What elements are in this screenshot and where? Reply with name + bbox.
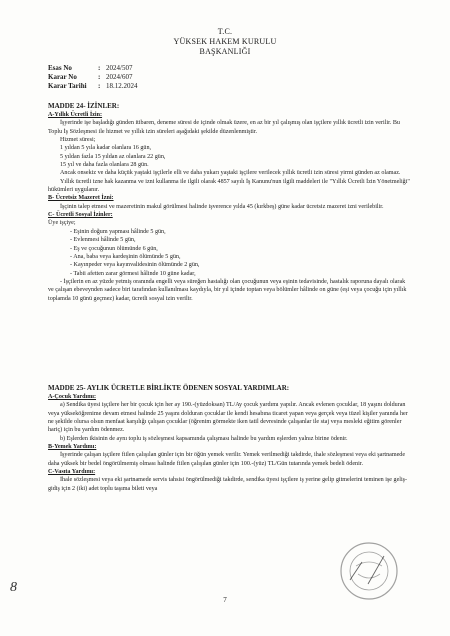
social-leave-heading: C- Ücretli Sosyal İzinler:	[48, 212, 113, 219]
child-aid-heading: A-Çocuk Yardımı:	[48, 394, 97, 400]
list-item: - Ana, baba veya kardeşinin ölümünde 5 gün,	[70, 253, 181, 260]
meta-value: 2024/507	[106, 64, 133, 72]
meta-key: Karar Tarihi	[48, 82, 87, 90]
list-item: - Eşinin doğum yapması hâlinde 5 gün,	[70, 228, 166, 235]
paragraph: İşyerinde çalışan işçilere fiilen çalışılan günler için bir öğün yemek verilir. Yemek verilmediği takdirde, ihale sözleşmesi veya eki şartnamede daha yüksek bir bedel öngörülmemiş olması halinde fiilen çalışılan günler için 100.-(yüz) TL/Gün tutarında yemek bedeli ödenir.	[48, 452, 406, 467]
meta-row: Karar Tarihi : 18.12.2024	[48, 82, 138, 90]
paragraph: b) Eşlerden ikisinin de aynı toplu iş sözleşmesi kapsamında çalışması halinde bu yardım eşlerden yalnız birine ödenir.	[60, 435, 348, 442]
header-institution: YÜKSEK HAKEM KURULU	[173, 37, 277, 46]
paragraph: Ancak onsekiz ve daha küçük yaştaki işçilerle elli ve daha yukarı yaştaki işçilere verilecek yıllık ücretli izin süresi yirmi günden az olamaz.	[60, 170, 401, 177]
article-24	[48, 102, 410, 303]
list-item: - İşçilerin en az yüzde yetmiş oranında engelli veya süreğen hastalığı olan çocuğunun veya eşinin tedavisinde, hastalık raporuna dayalı olarak ve çalışan ebeveynden sadece biri tarafından kullanılması kaydıyla, bir yıl içinde toptan veya bölümler hâlinde on güne (eşi veya çocuğu için yıllık toplamda 10 günü geçmez) kadar, ücretli sosyal izin verilir.	[48, 278, 407, 302]
transport-aid-heading: C-Vasıta Yardımı:	[48, 469, 96, 476]
meta-key: Esas No	[48, 64, 72, 72]
list-item: - Evlenmesi hâlinde 5 gün,	[70, 237, 136, 244]
list-item: - Eş ve çocuğunun ölümünde 6 gün,	[70, 245, 158, 252]
list-item: 5 yıldan fazla 15 yıldan az olanlara 22 gün,	[60, 153, 166, 160]
list-item: 15 yıl ve daha fazla olanlara 28 gün.	[60, 162, 149, 169]
header-tc: T.C.	[217, 27, 233, 36]
article-24-title: MADDE 24- İZİNLER:	[48, 102, 120, 110]
paragraph: Yıllık ücretli izne hak kazanma ve izni kullanma ile ilgili olarak 4857 sayılı İş Kanunu'nun ilgili maddeleri ile "Yıllık Ücretli İzin Yönetmeliği" hükümleri uygulanır.	[48, 178, 410, 194]
paragraph: İşyerinde işe başladığı günden itibaren, deneme süresi de içinde olmak üzere, en az bir yıl çalışmış olan işçilere yıllık ücretli izin verilir. Bu Toplu İş Sözleşmesi ile hizmet ve yıllık izin süreleri aşağıdaki şekilde düzenlenmiştir.	[48, 120, 400, 135]
meta-row: Esas No : 2024/507	[48, 64, 133, 72]
page-number: 7	[223, 596, 227, 604]
list-item: - Tabii afetten zarar görmesi hâlinde 10 güne kadar,	[70, 270, 196, 277]
unpaid-leave-heading: B- Ücretsiz Mazeret İzni:	[48, 195, 114, 202]
article-25	[48, 384, 410, 493]
list-item: 1 yıldan 5 yıla kadar olanlara 16 gün,	[60, 145, 152, 152]
paragraph: a) Sendika üyesi işçilere her bir çocuk için her ay 190.-(yüzdoksan) TL/Ay çocuk yardımı yapılır. Ancak evlenen çocuklar, 18 yaşını dolduran veya yükseköğrenime devam etmesi halinde 25 yaşını dolduran çocuklar ile kendi hesabına ticaret yapan veya gerçek veya tüzel kişiler yanında her ne şekilde olursa olsun menfaat karşılığı çalışan çocuklar (öğrenim görmekte iken tatil devresinde çalışanlar ile staj veya mesleki eğitim görenler hariç) için bu yardım ödenmez.	[48, 402, 408, 434]
paragraph: Hizmet süresi;	[60, 137, 96, 144]
meta-value: 18.12.2024	[106, 82, 138, 90]
paragraph: İhale sözleşmesi veya eki şartnamede servis tahsisi öngörülmediği takdirde, sendika üyesi işçilere iş yerine gelip gitmelerini teminen işe geliş-gidiş için 2 (iki) adet toplu taşıma bileti veya	[48, 477, 408, 492]
list-item: - Kayınpeder veya kayınvalidesinin ölümünde 2 gün,	[70, 262, 200, 269]
meal-aid-heading: B-Yemek Yardımı:	[48, 444, 97, 451]
article-25-title: MADDE 25- AYLIK ÜCRETLE BİRLİKTE ÖDENEN SOSYAL YARDIMLAR:	[48, 384, 290, 392]
paragraph: İşçinin talep etmesi ve mazeretinin makul görülmesi halinde işverence yılda 45 (kırkbeş) güne kadar ücretsiz mazeret izni verilebilir.	[60, 203, 384, 210]
annual-leave-heading: A-Yıllık Ücretli İzin:	[48, 112, 103, 118]
official-seal	[338, 540, 400, 602]
meta-row: Karar No : 2024/607	[48, 73, 133, 81]
meta-value: 2024/607	[106, 73, 133, 81]
paragraph: Üye işçiye;	[48, 220, 76, 227]
header-department: BAŞKANLIĞI	[199, 47, 251, 56]
handwritten-signature: 8	[10, 580, 17, 595]
meta-key: Karar No	[48, 73, 77, 81]
